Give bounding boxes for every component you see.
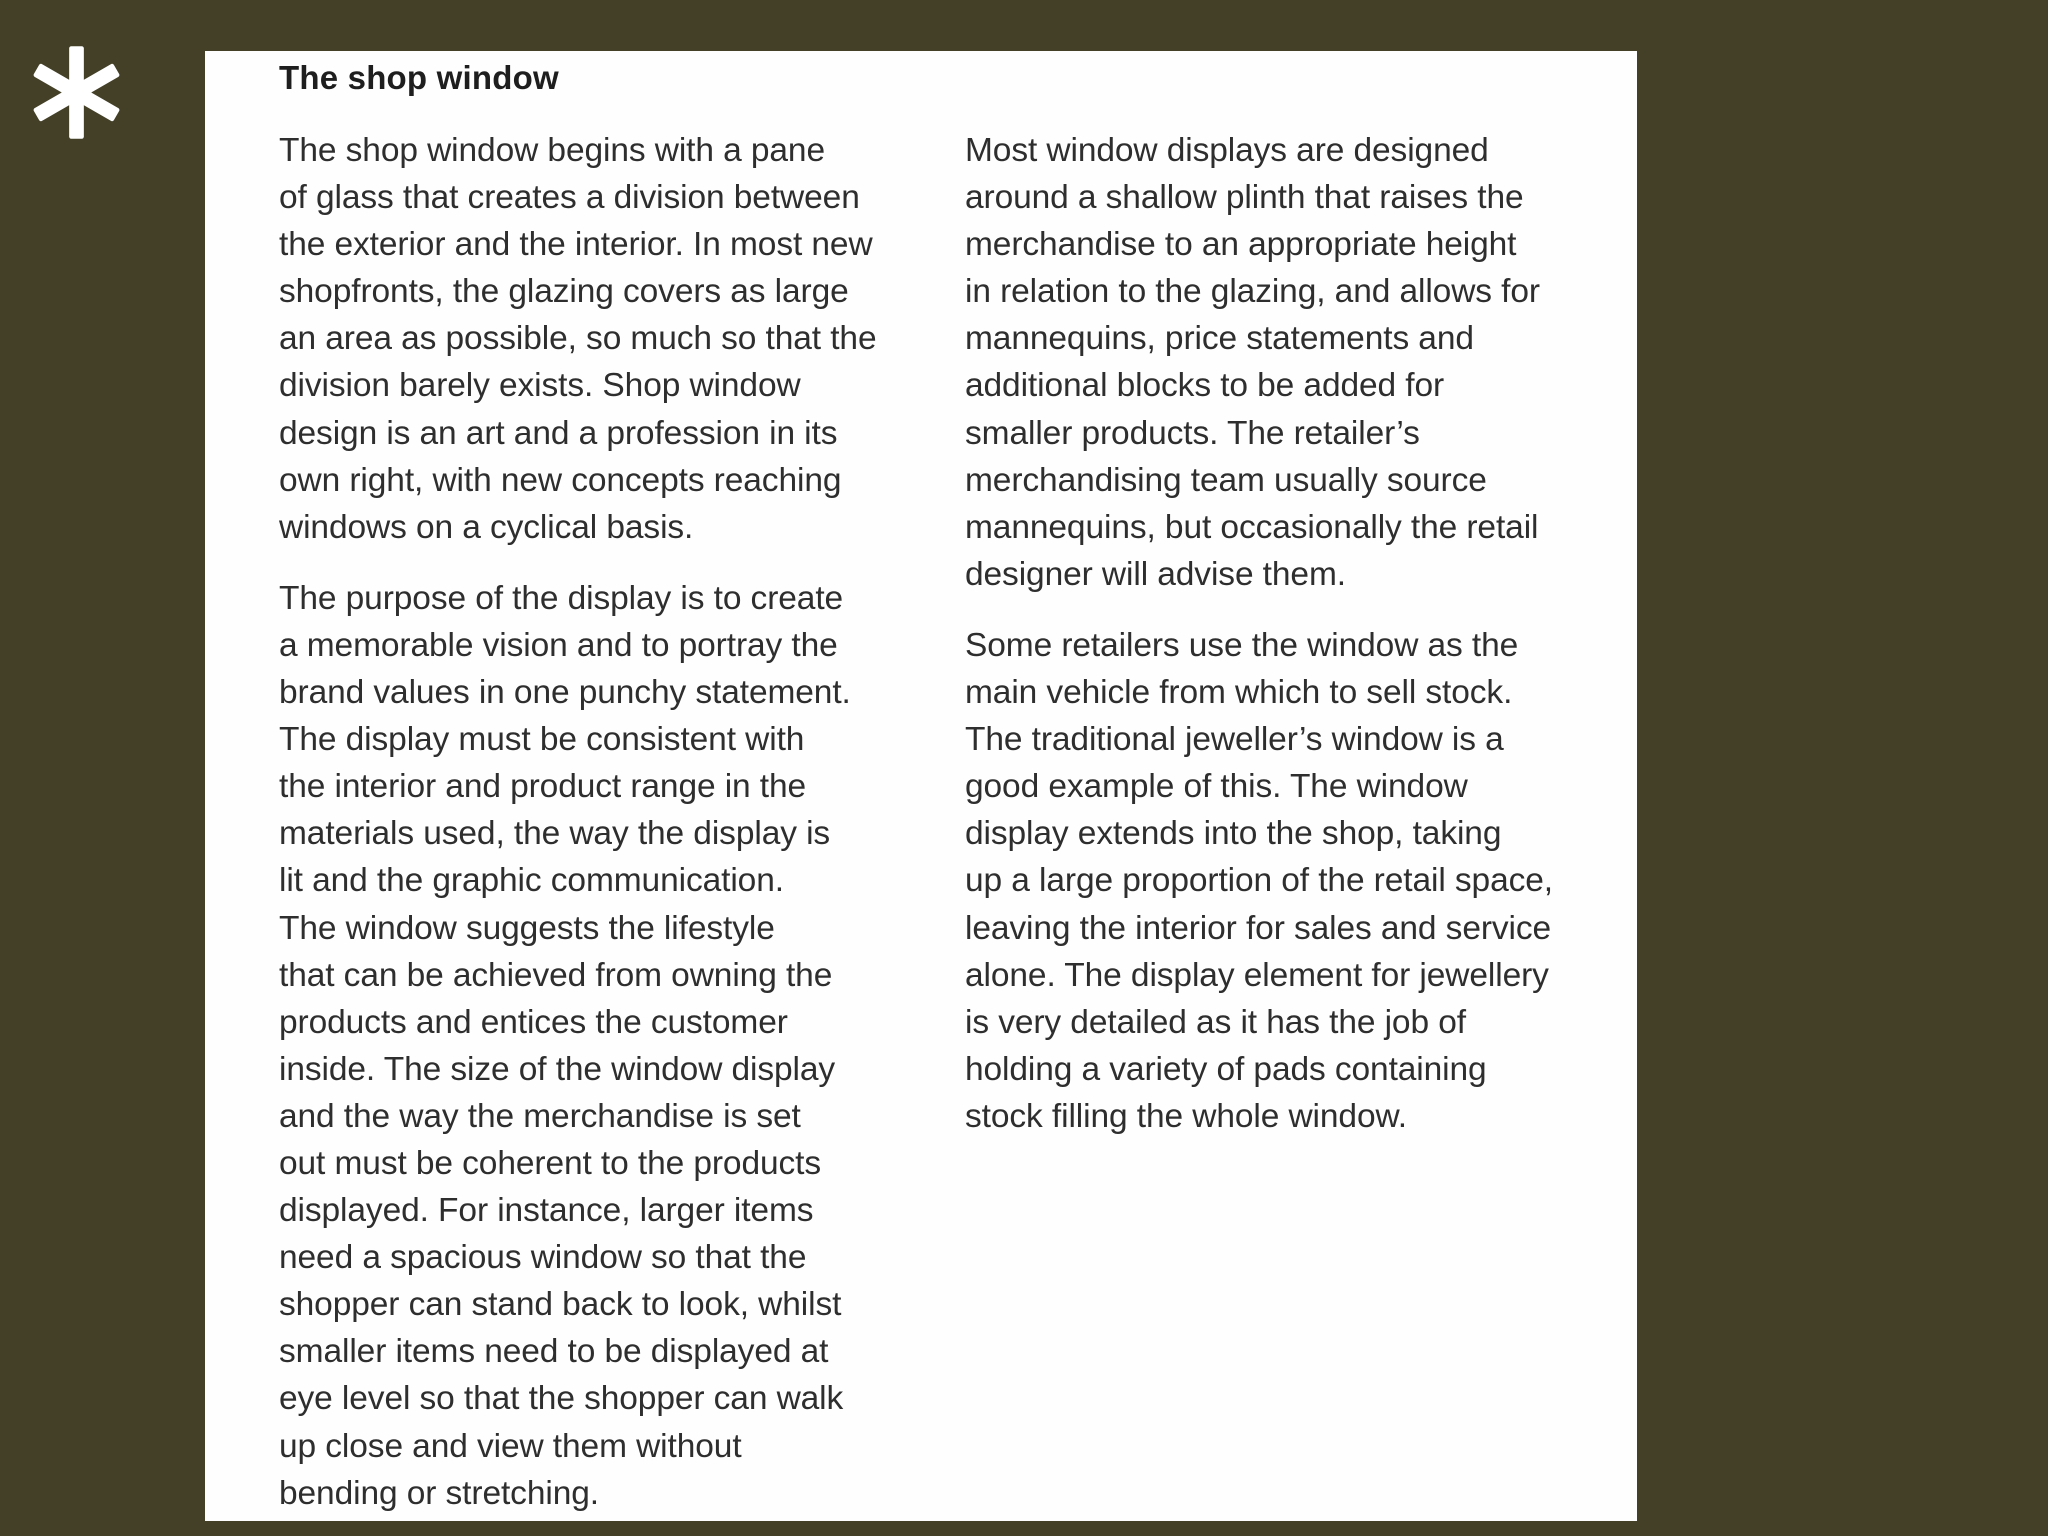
paragraph: The shop window begins with a pane of glass that creates a division between the exterior and the interior. In most new shopfronts, the glazing covers as large an area as possible, so much so that the division barely exists. Shop window design is an art and a profession in its own right, with new concepts reaching windows on a cyclical basis. (279, 132, 877, 546)
right-text-column (965, 127, 1625, 1164)
document-page (205, 51, 1637, 1521)
paragraph: The purpose of the display is to create a memorable vision and to portray the brand values in one punchy statement. The display must be consistent with the interior and product range in the materials used, the way the display is lit and the graphic communication. The window suggests the lifestyle that can be achieved from owning the products and entices the customer inside. The size of the window display and the way the merchandise is set out must be coherent to the products displayed. For instance, larger items need a spacious window so that the shopper can stand back to look, whilst smaller items need to be displayed at eye level so that the shopper can walk up close and view them without bending or stretching. (279, 579, 851, 1512)
paragraph: Most window displays are designed around a shallow plinth that raises the merchandise to an appropriate height in relation to the glazing, and allows for mannequins, price statements and additional blocks to be added for smaller products. The retailer’s merchandising team usually source mannequins, but occasionally the retail designer will advise them. (965, 132, 1540, 593)
left-text-column (279, 127, 919, 1521)
section-heading: The shop window (279, 59, 559, 96)
asterisk-icon (24, 40, 129, 145)
paragraph: Some retailers use the window as the main vehicle from which to sell stock. The traditional jeweller’s window is a good example of this. The window display extends into the shop, taking up a large proportion of the retail space, leaving the interior for sales and service alone. The display element for jewellery is very detailed as it has the job of holding a variety of pads containing stock filling the whole window. (965, 626, 1554, 1135)
